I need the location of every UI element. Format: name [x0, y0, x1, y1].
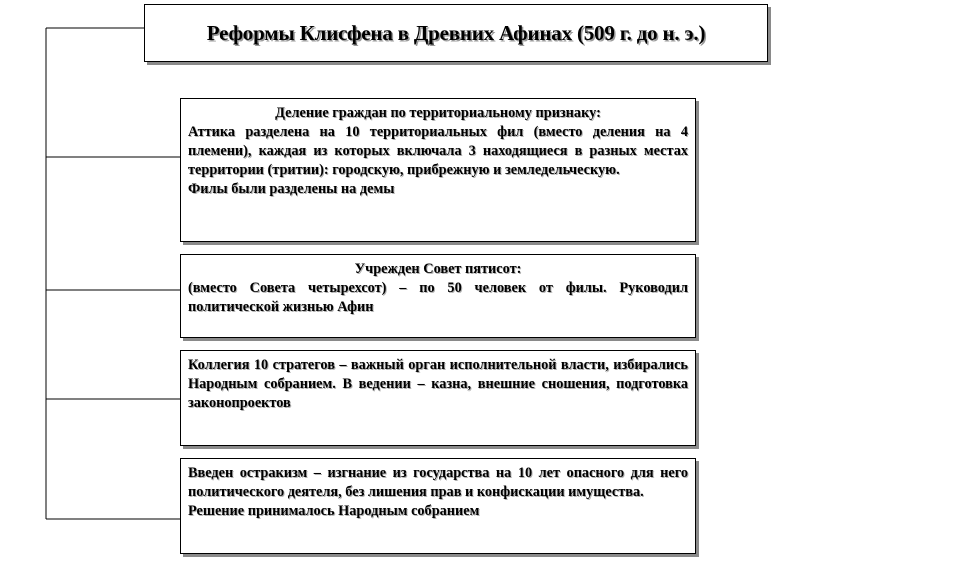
box-heading: Учрежден Совет пятисот: [354, 261, 522, 277]
box-body: Аттика разделена на 10 территориальных фил (вместо деления на 4 племени), каждая из которых включала 3 находящиеся в разных местах территории (тритии): городскую, прибрежную и земледельческую. [188, 124, 688, 178]
box-body: Коллегия 10 стратегов – важный орган исполнительной власти, избирались Народным собранием. В ведении – казна, внешние сношения, подготовка законопроектов [188, 357, 688, 411]
reform-box-territorial [180, 98, 696, 242]
diagram-title: Реформы Клисфена в Древних Афинах (509 г. до н. э.) [206, 20, 706, 45]
box-extra: Решение принималось Народным собранием [188, 503, 480, 519]
box-heading: Деление граждан по территориальному признаку: [275, 105, 601, 121]
reform-box-ostracism [180, 458, 696, 554]
box-body: Введен остракизм – изгнание из государства на 10 лет опасного для него политического деятеля, без лишения прав и конфискации имущества. [188, 465, 688, 500]
box-body: (вместо Совета четырехсот) – по 50 человек от филы. Руководил политической жизнью Афин [188, 280, 688, 315]
reform-box-council [180, 254, 696, 338]
title-box [144, 4, 768, 62]
reform-box-strategoi [180, 350, 696, 446]
box-extra: Филы были разделены на демы [188, 181, 395, 197]
